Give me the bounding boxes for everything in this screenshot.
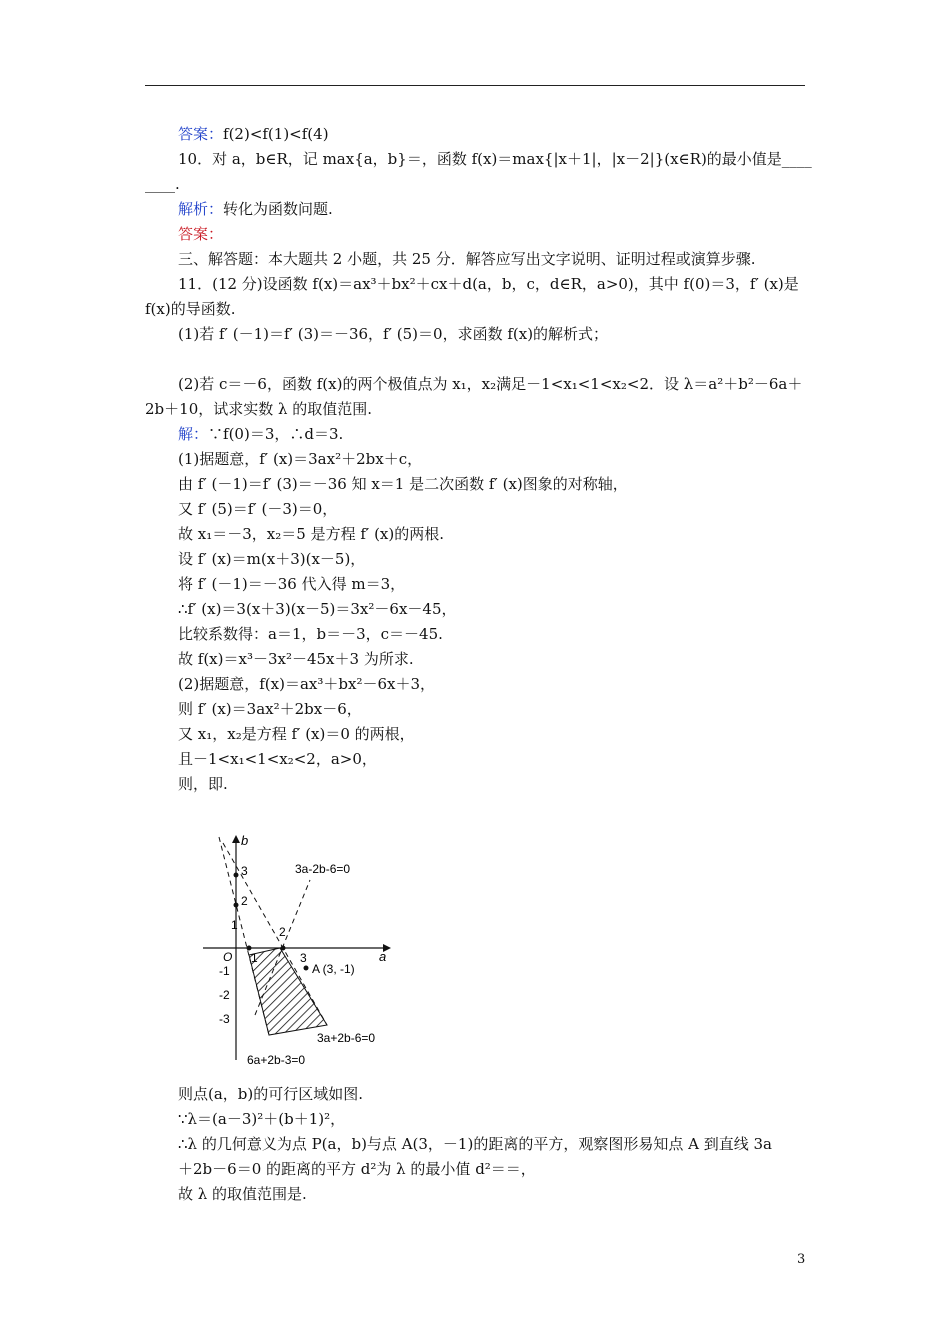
solution-step: ∵λ＝(a－3)²＋(b＋1)²，	[178, 1110, 346, 1128]
solution-step: 比较系数得：a＝1，b＝－3，c＝－45.	[178, 625, 443, 643]
solution-step: 则 f′ (x)＝3ax²＋2bx－6，	[178, 700, 362, 718]
point-A	[304, 966, 309, 971]
solution-step: ∴f′ (x)＝3(x＋3)(x－5)＝3x²－6x－45，	[178, 600, 457, 618]
solution-step: 则，即.	[178, 775, 228, 793]
point-b3	[234, 873, 239, 878]
solution-step: 又 x₁，x₂是方程 f′ (x)＝0 的两根，	[178, 725, 415, 743]
solution-step: 故 λ 的取值范围是.	[178, 1185, 307, 1203]
solution-step: 故 f(x)＝x³－3x²－45x＋3 为所求.	[178, 650, 414, 668]
point-b1-5	[234, 903, 239, 908]
analysis-line	[178, 199, 333, 219]
point-a0-5	[247, 946, 252, 951]
a-tick-label: 2	[279, 925, 286, 939]
b-axis-arrow	[232, 835, 240, 843]
answer-label: 答案：	[178, 225, 224, 243]
solution-step: 又 f′ (5)＝f′ (－3)＝0，	[178, 500, 338, 518]
origin-label: O	[223, 950, 233, 964]
a-tick-label: 1	[251, 951, 258, 965]
b-tick-label: 2	[241, 894, 248, 908]
solution-step: ＋2b－6＝0 的距离的平方 d²为 λ 的最小值 d²＝＝，	[178, 1160, 536, 1178]
solution-label: 解：	[178, 425, 209, 443]
feasible-region-figure	[195, 825, 405, 1070]
answer-label: 答案：	[178, 125, 224, 143]
solution-line	[178, 424, 343, 444]
question-10: 10．对 a，b∈R，记 max{a，b}＝，函数 f(x)＝max{|x＋1|，|x－2|}(x∈R)的最小值是____	[178, 150, 812, 168]
b-tick-label: 1	[231, 918, 238, 932]
solution-step: 故 x₁＝－3，x₂＝5 是方程 f′ (x)的两根.	[178, 525, 444, 543]
question-11: 11．(12 分)设函数 f(x)＝ax³＋bx²＋cx＋d(a，b，c，d∈R，a>0)，其中 f(0)＝3，f′ (x)是	[178, 275, 799, 293]
answer-line-10	[178, 224, 223, 244]
a-tick-label: 3	[300, 951, 307, 965]
solution-step: (2)据题意，f(x)＝ax³＋bx²－6x＋3，	[178, 675, 436, 693]
question-11-part2: (2)若 c＝－6，函数 f(x)的两个极值点为 x₁，x₂满足－1<x₁<1<x₂<2．设 λ＝a²＋b²－6a＋	[178, 375, 803, 393]
point-a2	[281, 946, 286, 951]
b-tick-label: -1	[219, 964, 230, 978]
b-tick-label: -2	[219, 988, 230, 1002]
analysis-label: 解析：	[178, 200, 224, 218]
point-A-label: A (3, -1)	[312, 962, 355, 976]
line-label-3a+2b-6: 3a+2b-6=0	[317, 1031, 376, 1045]
b-axis-label: b	[241, 833, 249, 848]
a-axis-label: a	[379, 949, 387, 964]
solution-text: ∵f(0)＝3，∴d＝3.	[208, 425, 344, 443]
section-heading: 三、解答题：本大题共 2 小题，共 25 分．解答应写出文字说明、证明过程或演算步骤.	[178, 250, 756, 268]
solution-step: 则点(a，b)的可行区域如图.	[178, 1085, 364, 1103]
b-tick-label: -3	[219, 1012, 230, 1026]
line-label-6a+2b-3: 6a+2b-3=0	[247, 1053, 306, 1067]
solution-step: 且－1<x₁<1<x₂<2，a>0，	[178, 750, 377, 768]
solution-step: ∴λ 的几何意义为点 P(a，b)与点 A(3，－1)的距离的平方，观察图形易知点 A 到直线 3a	[178, 1135, 772, 1153]
solution-step: 将 f′ (－1)＝－36 代入得 m＝3，	[178, 575, 406, 593]
page-number: 3	[797, 1252, 806, 1267]
question-11-part1: (1)若 f′ (－1)＝f′ (3)＝－36，f′ (5)＝0，求函数 f(x)的解析式；	[178, 325, 609, 343]
line-label-3a-2b-6: 3a-2b-6=0	[295, 862, 351, 876]
question-10-blank: ____.	[145, 175, 180, 193]
header-rule	[145, 85, 805, 86]
b-tick-label: 3	[241, 864, 248, 878]
analysis-text: 转化为函数问题.	[223, 200, 333, 218]
solution-step: 由 f′ (－1)＝f′ (3)＝－36 知 x＝1 是二次函数 f′ (x)图象的对称轴，	[178, 475, 628, 493]
question-11-cont: f(x)的导函数.	[145, 300, 236, 318]
answer-line-9	[178, 124, 329, 144]
question-11-part2-cont: 2b＋10，试求实数 λ 的取值范围.	[145, 400, 373, 418]
solution-step: 设 f′ (x)＝m(x＋3)(x－5)，	[178, 550, 366, 568]
solution-step: (1)据题意，f′ (x)＝3ax²＋2bx＋c，	[178, 450, 423, 468]
answer-text: f(2)<f(1)<f(4)	[223, 125, 329, 143]
